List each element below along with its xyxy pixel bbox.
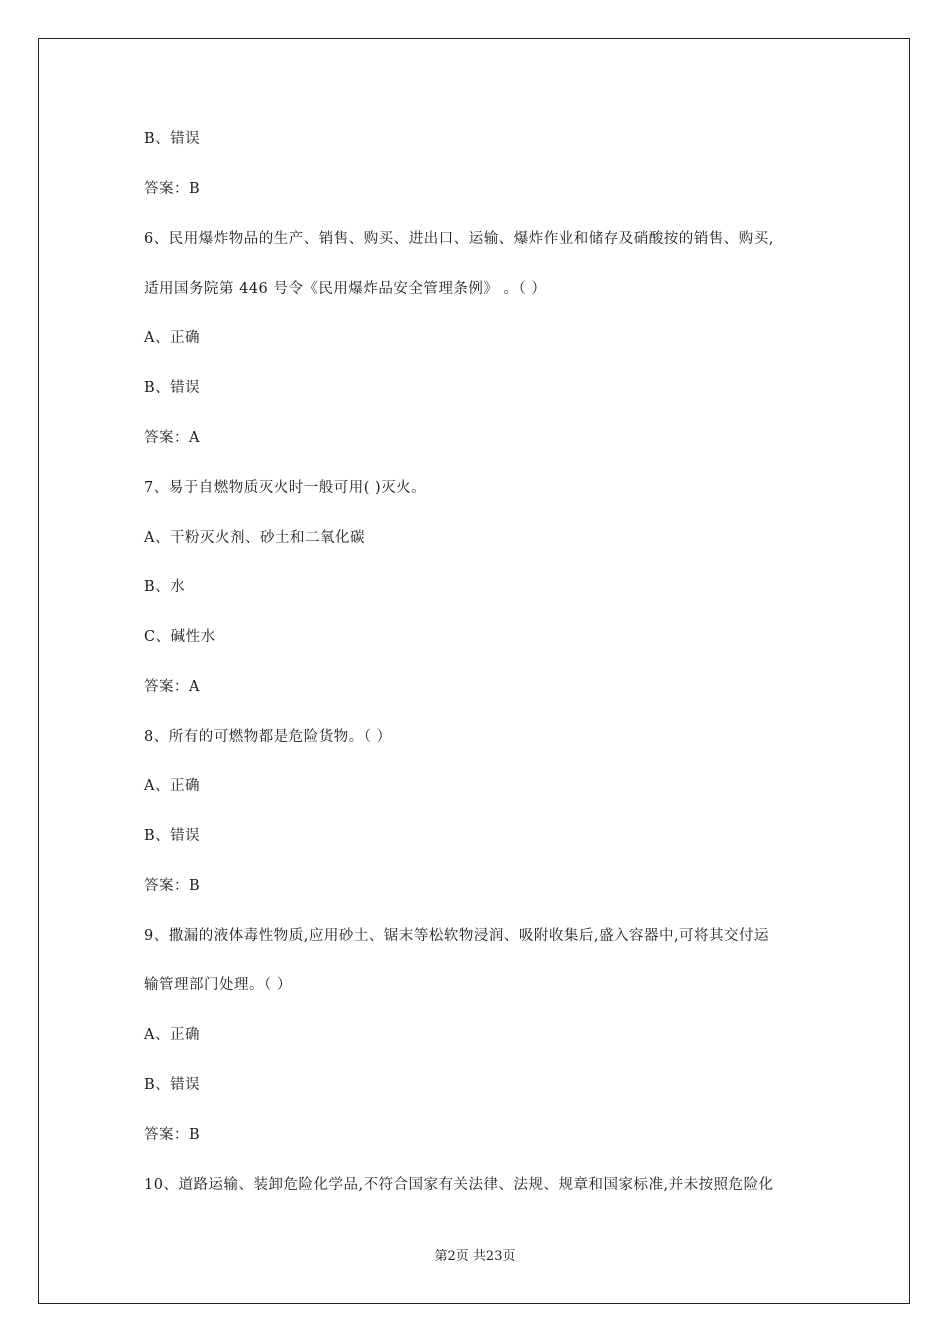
answer-q6: 答案：A [144, 430, 200, 446]
option-b-q7: B、水 [144, 579, 186, 595]
answer-q8: 答案：B [144, 878, 201, 894]
question-6-line-1: 6、民用爆炸物品的生产、销售、购买、进出口、运输、爆炸作业和储存及硝酸按的销售、购买, [144, 231, 774, 247]
option-b-q8: B、错误 [144, 828, 201, 844]
answer-q9: 答案：B [144, 1127, 201, 1143]
option-a-q6: A、正确 [144, 330, 200, 346]
option-a-q9: A、正确 [144, 1027, 200, 1043]
answer-q7: 答案：A [144, 679, 200, 695]
option-a-q8: A、正确 [144, 778, 200, 794]
question-10-line-1: 10、道路运输、装卸危险化学品,不符合国家有关法律、法规、规章和国家标准,并未按照危险化 [144, 1177, 774, 1193]
option-b-q9: B、错误 [144, 1077, 201, 1093]
answer-q5: 答案：B [144, 181, 201, 197]
page-border [38, 38, 910, 1304]
option-a-q7: A、干粉灭火剂、砂土和二氧化碳 [144, 530, 365, 546]
question-8: 8、所有的可燃物都是危险货物。（ ） [144, 729, 392, 745]
page-number: 第2页 共23页 [434, 1249, 516, 1264]
option-c-q7: C、碱性水 [144, 629, 216, 645]
option-b-q6: B、错误 [144, 380, 201, 396]
option-b-q5: B、错误 [144, 131, 201, 147]
question-7: 7、易于自燃物质灭火时一般可用( )灭火。 [144, 480, 427, 496]
question-6-line-2: 适用国务院第 446 号令《民用爆炸品安全管理条例》 。（ ） [144, 281, 547, 297]
question-9-line-1: 9、撒漏的液体毒性物质,应用砂土、锯末等松软物浸润、吸附收集后,盛入容器中,可将其交付运 [144, 928, 770, 944]
question-9-line-2: 输管理部门处理。（ ） [144, 977, 292, 993]
